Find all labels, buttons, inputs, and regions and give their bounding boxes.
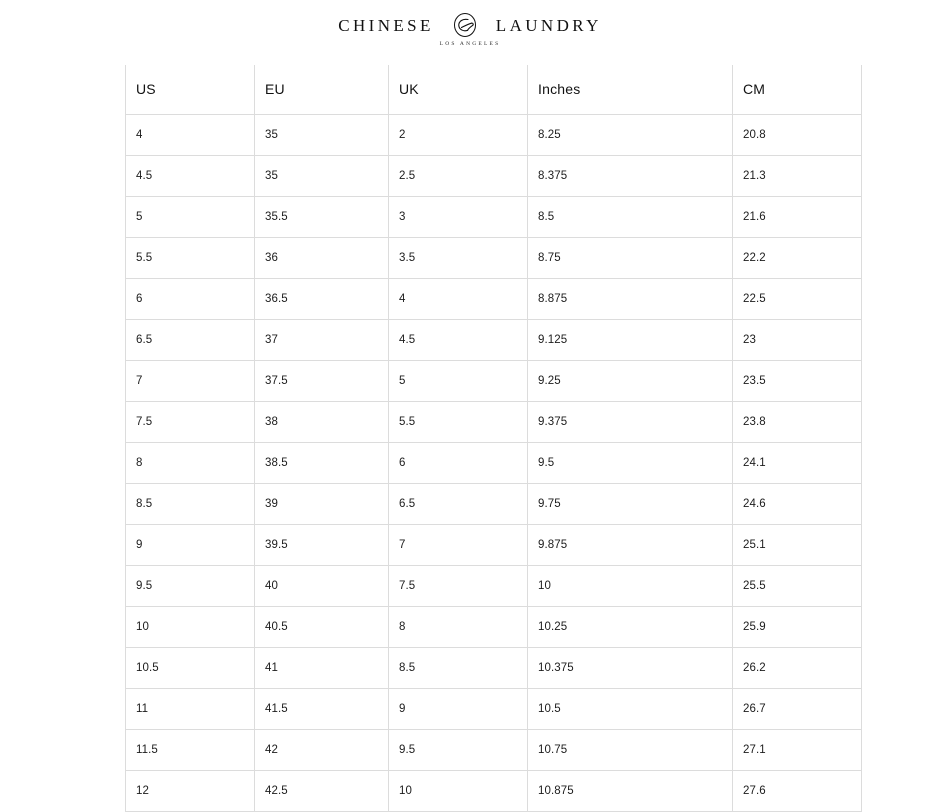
table-row (126, 401, 862, 442)
table-cell: 21.3 (733, 155, 862, 196)
table-cell: 3 (389, 196, 528, 237)
table-header-row (126, 65, 862, 114)
column-header-cm: CM (733, 65, 862, 114)
table-cell: 6 (389, 442, 528, 483)
table-body (126, 114, 862, 811)
table-cell: 36.5 (255, 278, 389, 319)
table-cell: 9.875 (528, 524, 733, 565)
table-row (126, 442, 862, 483)
table-cell: 9 (126, 524, 255, 565)
table-cell: 22.2 (733, 237, 862, 278)
table-row (126, 565, 862, 606)
table-cell: 8 (389, 606, 528, 647)
table-cell: 10.5 (126, 647, 255, 688)
table-cell: 23.8 (733, 401, 862, 442)
table-cell: 3.5 (389, 237, 528, 278)
table-cell: 27.6 (733, 770, 862, 811)
table-head (126, 65, 862, 114)
table-row (126, 770, 862, 811)
table-cell: 5.5 (389, 401, 528, 442)
brand-wordmark (338, 12, 602, 38)
table-cell: 7.5 (126, 401, 255, 442)
table-cell: 37 (255, 319, 389, 360)
table-cell: 24.6 (733, 483, 862, 524)
table-cell: 24.1 (733, 442, 862, 483)
table-cell: 5.5 (126, 237, 255, 278)
table-cell: 6.5 (126, 319, 255, 360)
brand-header (0, 0, 940, 47)
table-cell: 39 (255, 483, 389, 524)
table-cell: 22.5 (733, 278, 862, 319)
table-cell: 38 (255, 401, 389, 442)
table-row (126, 278, 862, 319)
table-cell: 5 (389, 360, 528, 401)
table-row (126, 155, 862, 196)
column-header-uk: UK (389, 65, 528, 114)
brand-name-right: LAUNDRY (495, 15, 602, 35)
table-cell: 9.5 (389, 729, 528, 770)
table-cell: 8.5 (528, 196, 733, 237)
cl-monogram-icon (448, 12, 482, 38)
table-cell: 40.5 (255, 606, 389, 647)
table-cell: 5 (126, 196, 255, 237)
table-cell: 8.875 (528, 278, 733, 319)
table-cell: 42 (255, 729, 389, 770)
table-cell: 25.1 (733, 524, 862, 565)
table-cell: 6 (126, 278, 255, 319)
size-conversion-table (125, 65, 862, 812)
table-cell: 4.5 (126, 155, 255, 196)
table-cell: 23 (733, 319, 862, 360)
table-cell: 6.5 (389, 483, 528, 524)
table-cell: 8.25 (528, 114, 733, 155)
table-cell: 10.375 (528, 647, 733, 688)
table-cell: 36 (255, 237, 389, 278)
table-cell: 12 (126, 770, 255, 811)
table-cell: 2 (389, 114, 528, 155)
table-row (126, 319, 862, 360)
brand-tagline: LOS ANGELES (439, 41, 501, 47)
table-cell: 41 (255, 647, 389, 688)
column-header-us: US (126, 65, 255, 114)
table-cell: 2.5 (389, 155, 528, 196)
table-cell: 9.5 (126, 565, 255, 606)
table-cell: 8.5 (389, 647, 528, 688)
brand-name-left: CHINESE (338, 15, 434, 35)
table-row (126, 114, 862, 155)
table-row (126, 647, 862, 688)
table-cell: 35 (255, 155, 389, 196)
table-cell: 41.5 (255, 688, 389, 729)
column-header-eu: EU (255, 65, 389, 114)
table-row (126, 196, 862, 237)
table-cell: 10 (126, 606, 255, 647)
table-cell: 7 (126, 360, 255, 401)
table-cell: 9.5 (528, 442, 733, 483)
table-cell: 20.8 (733, 114, 862, 155)
table-cell: 7.5 (389, 565, 528, 606)
table-cell: 4 (126, 114, 255, 155)
table-cell: 25.9 (733, 606, 862, 647)
table-cell: 8.75 (528, 237, 733, 278)
table-cell: 9 (389, 688, 528, 729)
column-header-inches: Inches (528, 65, 733, 114)
table-cell: 38.5 (255, 442, 389, 483)
table-cell: 26.7 (733, 688, 862, 729)
table-cell: 10 (389, 770, 528, 811)
table-cell: 10 (528, 565, 733, 606)
table-cell: 11.5 (126, 729, 255, 770)
table-cell: 9.75 (528, 483, 733, 524)
table-cell: 9.25 (528, 360, 733, 401)
table-cell: 9.375 (528, 401, 733, 442)
table-cell: 9.125 (528, 319, 733, 360)
table-cell: 4.5 (389, 319, 528, 360)
table-row (126, 688, 862, 729)
table-cell: 35.5 (255, 196, 389, 237)
table-row (126, 729, 862, 770)
size-table-container (125, 65, 862, 812)
table-cell: 7 (389, 524, 528, 565)
table-row (126, 524, 862, 565)
table-row (126, 237, 862, 278)
table-cell: 4 (389, 278, 528, 319)
table-cell: 21.6 (733, 196, 862, 237)
table-cell: 27.1 (733, 729, 862, 770)
table-cell: 10.75 (528, 729, 733, 770)
table-cell: 10.25 (528, 606, 733, 647)
table-cell: 10.5 (528, 688, 733, 729)
table-row (126, 483, 862, 524)
table-cell: 26.2 (733, 647, 862, 688)
table-cell: 25.5 (733, 565, 862, 606)
table-cell: 37.5 (255, 360, 389, 401)
table-row (126, 606, 862, 647)
table-row (126, 360, 862, 401)
table-cell: 42.5 (255, 770, 389, 811)
table-cell: 39.5 (255, 524, 389, 565)
table-cell: 8 (126, 442, 255, 483)
table-cell: 10.875 (528, 770, 733, 811)
table-cell: 11 (126, 688, 255, 729)
table-cell: 35 (255, 114, 389, 155)
table-cell: 23.5 (733, 360, 862, 401)
table-cell: 8.5 (126, 483, 255, 524)
table-cell: 40 (255, 565, 389, 606)
table-cell: 8.375 (528, 155, 733, 196)
